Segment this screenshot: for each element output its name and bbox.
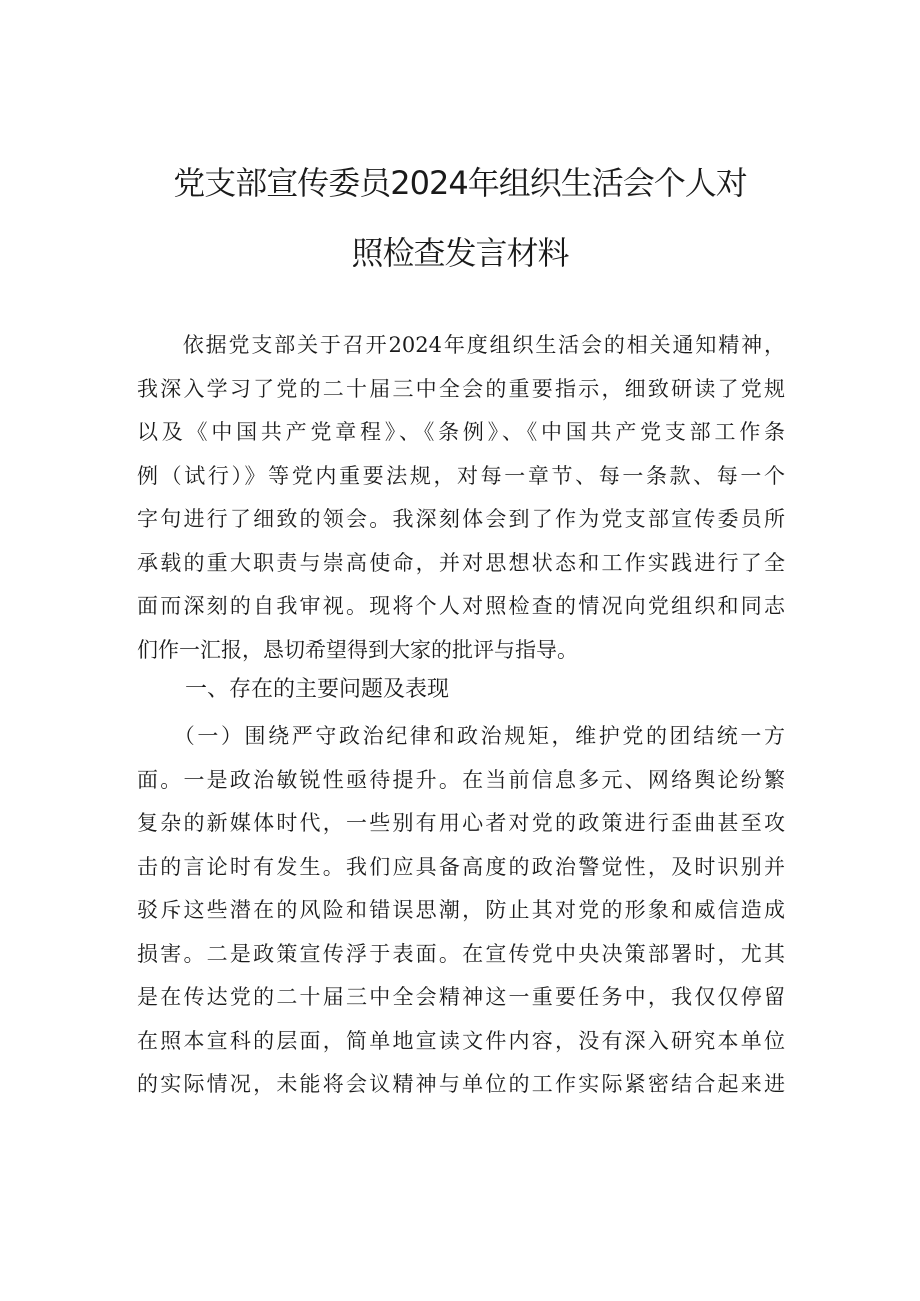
- section-1-line: 击的言论时有发生。我们应具备高度的政治警觉性，及时识别并: [137, 854, 785, 879]
- intro-line: 字句进行了细致的领会。我深刻体会到了作为党支部宣传委员所: [137, 507, 785, 531]
- section-1-line: 在照本宣科的层面，简单地宣读文件内容，没有深入研究本单位: [137, 1028, 785, 1053]
- intro-line: 面而深刻的自我审视。现将个人对照检查的情况向党组织和同志: [137, 594, 785, 618]
- document-title-line-1: 党支部宣传委员2024年组织生活会个人对: [173, 164, 747, 202]
- section-1-line: 驳斥这些潜在的风险和错误思潮，防止其对党的形象和威信造成: [137, 898, 785, 922]
- section-1-line: 损害。二是政策宣传浮于表面。在宣传党中央决策部署时，尤其: [137, 941, 785, 966]
- intro-line: 例（试行）》等党内重要法规，对每一章节、每一条款、每一个: [137, 463, 785, 488]
- document-title-line-2: 照检查发言材料: [351, 234, 569, 272]
- intro-line: 我深入学习了党的二十届三中全会的重要指示，细致研读了党规: [137, 376, 785, 401]
- section-heading-1: 一、存在的主要问题及表现: [185, 677, 450, 702]
- section-1-line: （一）围绕严守政治纪律和政治规矩，维护党的团结统一方: [137, 724, 785, 748]
- section-1-line: 是在传达党的二十届三中全会精神这一重要任务中，我仅仅停留: [137, 985, 785, 1009]
- section-1-line: 面。一是政治敏锐性亟待提升。在当前信息多元、网络舆论纷繁: [137, 767, 785, 792]
- intro-line: 以及《中国共产党章程》、《条例》、《中国共产党支部工作条: [137, 420, 785, 444]
- intro-line: 们作一汇报，恳切希望得到大家的批评与指导。: [137, 637, 578, 662]
- intro-line: 依据党支部关于召开2024年度组织生活会的相关通知精神，: [137, 333, 785, 357]
- intro-line: 承载的重大职责与崇高使命，并对思想状态和工作实践进行了全: [137, 550, 785, 575]
- section-1-paragraph: [137, 715, 785, 1107]
- intro-paragraph: [137, 324, 785, 672]
- section-1-line: 的实际情况，未能将会议精神与单位的工作实际紧密结合起来进: [137, 1072, 785, 1096]
- section-1-line: 复杂的新媒体时代，一些别有用心者对党的政策进行歪曲甚至攻: [137, 811, 785, 835]
